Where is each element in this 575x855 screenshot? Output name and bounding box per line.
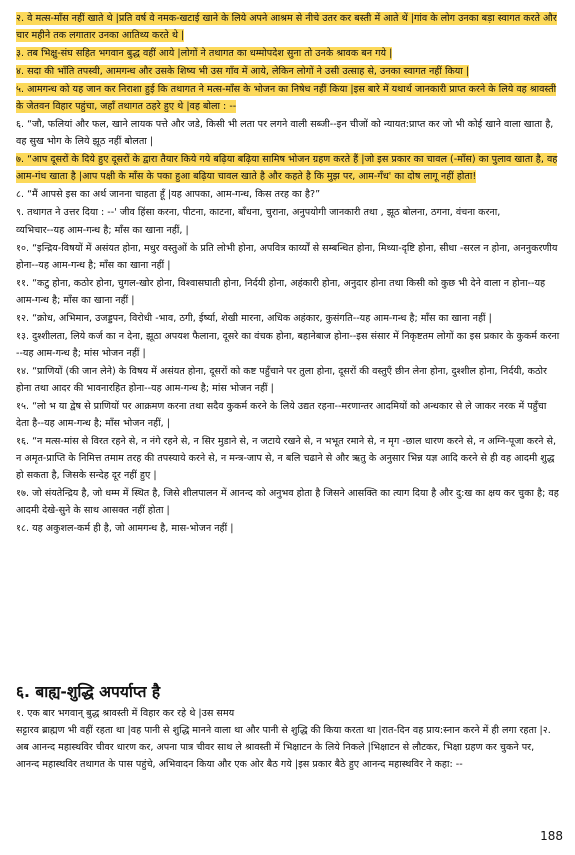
verse-text: ८. “मैं आपसे इस का अर्थ जानना चाहता हूँ |यह आपका, आम-गन्ध, किस तरह का है?” — [16, 189, 321, 200]
verse-text: ११. “कटु होना, कठोर होना, चुगल-खोर होना, विश्वासघाती होना, निर्दयी होना, अहंकारी होना, अनुदार होना तथा किसी को कुछ भी देने वाला न होना--यह आम-गन्ध है; माँस का खाना नहीं | — [16, 278, 546, 306]
verse-paragraph — [16, 151, 560, 185]
highlighted-text: २. वे मत्स-माँस नहीं खाते थे |प्रति वर्ष वे नमक-खटाई खाने के लिये अपने आश्रम से नीचे उतर कर बस्ती में आते थें |गांव के लोग उनका बड़ा स्वागत करते और चार महीने तक लगातार उनका आतिथ्य करते थे | — [16, 13, 557, 41]
highlighted-text: ५. आमगन्ध को यह जान कर निराशा हुई कि तथागत ने मत्स-माँस के भोजन का निषेध नहीं किया |इस बारे में यथार्थ जानकारी प्राप्त करने के लिये वह श्रावस्ती के जेतवन विहार पहुंचा, जहाँ तथागत ठहरे हुए थे |वह बोला : -- — [16, 84, 557, 112]
verse-text: ९. तथागत ने उत्तर दिया : --' जीव हिंसा करना, पीटना, काटना, बाँधना, चुराना, अनुपयोगी जानकारी तथा , झूठ बोलना, ठगना, वंचना करना, — [16, 207, 501, 218]
verse-paragraph — [16, 45, 560, 62]
verse-paragraph — [16, 222, 560, 239]
verse-paragraph — [16, 10, 560, 44]
verse-paragraph — [16, 328, 560, 362]
verse-text: १५. “लो भ या द्वेष से प्राणियों पर आक्रमण करना तथा सदैव कुकर्म करने के लिये उद्यत रहना--मरणान्तर आदमियों को अन्धकार से ले जाकर नरक में पहुँचा देता है--यह आम-गन्ध है; माँस भोजन नहीं, | — [16, 401, 547, 429]
section-paragraph: १. एक बार भगवान् बुद्ध श्रावस्ती में विहार कर रहे थे |उस समय — [16, 708, 235, 719]
verse-paragraph — [16, 63, 560, 80]
main-text-block — [16, 10, 560, 538]
verse-paragraph — [16, 240, 560, 274]
section-body — [16, 705, 560, 773]
verse-paragraph — [16, 204, 560, 221]
verse-text: १६. “न मत्स-मांस से विरत रहने से, न नंगे रहने से, न सिर मुडाने से, न जटाये रखने से, न भभूत रमाने से, न मृग -छाल धारण करने से, न अग्नि-पूजा करने से, न अमृत-प्राप्ति के निमित्त तमाम तरह की तपस्याये करने से, न मन्त्र-जाप से, न बलि चढाने से और ऋतु के अनुसार भिन्न यज्ञ आदि करने से ही वह आदमी शुद्ध हो सकता है, जिसके सन्देह दूर नहीं हुए | — [16, 436, 557, 481]
verse-paragraph — [16, 116, 560, 150]
verse-paragraph — [16, 398, 560, 432]
verse-paragraph — [16, 310, 560, 327]
highlighted-text: ७. “आप दूसरों के दिये हुए दूसरों के द्वारा तैयार किये गये बढ़िया बढ़िया सामिष भोजन ग्रहण करते हैं |जो इस प्रकार का चावल (-माँस) का पुलाव खाता है, वह आम-गंध खाता है |आप पक्षी के माँस के पका हुआ बढ़िया चावल खाते है और कहते है कि मुझ पर, आम-गँध' का दोष लागू नहीं होता! — [16, 154, 558, 182]
highlighted-text: ४. सदा की भाँति तपस्वी, आमगन्ध और उसके शिष्य भी उस गाँव में आये, लेकिन लोगों ने उसी उत्साह से, उनका स्वागत नहीं किया | — [16, 66, 470, 77]
verse-text: १०. “इन्द्रिय-विषयों में असंयत होना, मधुर वस्तुओं के प्रति लोभी होना, अपवित्र कार्य्यों से सम्बन्धित होना, मिथ्या-दृष्टि होना, सीधा -सरल न होना, अननुकरणीय होना--यह आम-गन्ध है; माँस का खाना नहीं | — [16, 243, 558, 271]
section-heading: ६. बाह्य-शुद्धि अपर्याप्त है — [16, 683, 161, 701]
verse-paragraph — [16, 363, 560, 397]
page-number: 188 — [540, 829, 563, 843]
verse-paragraph — [16, 275, 560, 309]
verse-text: व्यभिचार--यह आम-गन्ध है; माँस का खाना नहीं, | — [16, 225, 189, 236]
section-paragraph: सट्टारव ब्राह्मण भी वहीं रहता था |वह पानी से शुद्धि मानने वाला था और पानी से शुद्धि की किया करता था |रात-दिन वह प्राय:स्नान करने में ही लगा रहता |२. अब आनन्द महास्थविर चीवर धारण कर, अपना पात्र चीवर साथ ले श्रावस्ती में भिक्षाटन के लिये निकले |भिक्षाटन से लौटकर, भिक्षा ग्रहण कर चुकने पर, आनन्द महास्थविर तथागत के पास पहुंचे, अभिवादन किया और एक ओर बैठ गये |इस प्रकार बैठे हुए आनन्द महास्थविर ने कहा: -- — [16, 725, 551, 770]
verse-paragraph — [16, 81, 560, 115]
verse-text: १८. यह अकुशल-कर्म ही है, जो आमगन्ध है, मास-भोजन नहीं | — [16, 523, 234, 534]
verse-paragraph — [16, 186, 560, 203]
verse-text: १२. “क्रोध, अभिमान, उजड्डपन, विरोधी -भाव, ठगी, ईर्ष्या, शेखी मारना, अधिक अहंकार, कुसंगति--यह आम-गन्ध है; माँस का खाना नहीं | — [16, 313, 492, 324]
highlighted-text: ३. तब भिक्षु-संघ सहित भगवान बुद्ध वहीं आये |लोगों ने तथागत का धम्मोपदेश सुना तो उनके श्रावक बन गये | — [16, 48, 393, 59]
verse-paragraph — [16, 520, 560, 537]
verse-text: ६. “जौ, फलियां और फल, खाने लायक पत्ते और जडे, किसी भी लता पर लगने वाली सब्जी--इन चीजों को न्यायत:प्राप्त कर जो भी कोई खाने वाला खाता है, वह सुख भोग के लिये झूठ नहीं बोलता | — [16, 119, 554, 147]
verse-text: १७. जो संयतेन्द्रिय है, जो धम्म में स्थित है, जिसे शीलपालन में आनन्द को अनुभव होता है जिसने आसक्ति का त्याग दिया है और दु:ख का क्षय कर चुका है; वह आदमी देखे-सुने के साथ आसक्त नहीं होता | — [16, 488, 559, 516]
verse-text: १३. दुश्शीलता, लिये कर्ज का न देना, झूठा अपयश फैलाना, दूसरे का वंचक होना, बहानेबाज होना--इस संसार में निकृष्टतम लोगों का इस प्रकार के कुकर्म करना --यह आम-गन्ध है; मांस भोजन नहीं | — [16, 331, 560, 359]
verse-paragraph — [16, 433, 560, 484]
verse-paragraph — [16, 485, 560, 519]
verse-text: १४. “प्राणियों (की जान लेने) के विषय में असंयत होना, दूसरों को कष्ट पहुँचाने पर तुला होना, दूसरों की वस्तुएँ छीन लेना होना, दुश्शील होना, निर्दयी, कठोर होना तथा आदर की भावनारहित होना--यह आम-गन्ध है; मांस भोजन नहीं | — [16, 366, 547, 394]
